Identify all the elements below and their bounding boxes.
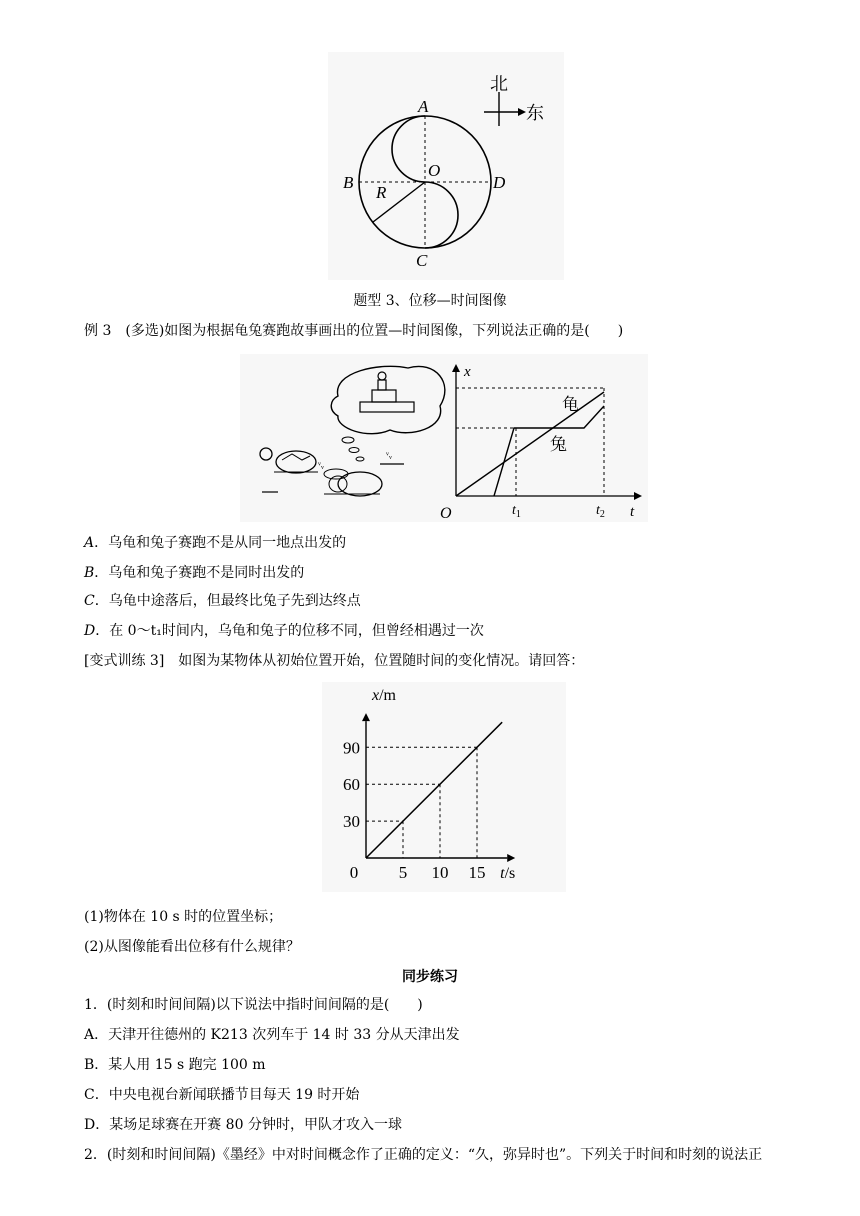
practice-title: 同步练习 bbox=[402, 969, 458, 985]
graph-rabbit-label: 兔 bbox=[550, 435, 567, 454]
circle-figure bbox=[328, 52, 564, 280]
example3-option-b: B．乌龟和兔子赛跑不是同时出发的 bbox=[84, 565, 305, 581]
practice-q1-option-a: A．天津开往德州的 K213 次列车于 14 时 33 分从天津出发 bbox=[84, 1027, 460, 1043]
x-tick-label-2: 10 bbox=[431, 863, 449, 882]
x-axis-label: t/s bbox=[500, 865, 516, 882]
graph-t1-sub: 1 bbox=[515, 509, 521, 520]
example3-option-c: C．乌龟中途落后，但最终比兔子先到达终点 bbox=[84, 593, 361, 609]
y-tick-label-1: 60 bbox=[343, 775, 360, 795]
practice-q1: 1．(时刻和时间间隔)以下说法中指时间间隔的是( ) bbox=[84, 997, 423, 1013]
y-tick-label-0: 30 bbox=[343, 812, 360, 832]
training3-question: [变式训练 3] 如图为某物体从初始位置开始，位置随时间的变化情况。请回答： bbox=[84, 653, 585, 669]
label-B: B bbox=[343, 173, 354, 192]
example3-question: 例 3 (多选)如图为根据龟兔赛跑故事画出的位置—时间图像，下列说法正确的是( ) bbox=[84, 323, 624, 339]
graph-t-label: t bbox=[630, 504, 635, 520]
position-time-chart bbox=[322, 682, 566, 892]
x-tick-label-3: 15 bbox=[468, 863, 486, 882]
svg-text:ᵛᵥ: ᵛᵥ bbox=[386, 450, 392, 461]
y-axis-label: x/m bbox=[372, 687, 396, 704]
label-O: O bbox=[428, 161, 441, 180]
compass-north: 北 bbox=[490, 74, 508, 94]
y-tick-label-2: 90 bbox=[343, 738, 360, 758]
graph-t1: t bbox=[512, 503, 516, 518]
graph-turtle-label: 龟 bbox=[562, 395, 579, 414]
example3-option-a: A．乌龟和兔子赛跑不是从同一地点出发的 bbox=[84, 535, 347, 551]
example3-option-d: D．在 0～t₁时间内，乌龟和兔子的位移不同，但曾经相遇过一次 bbox=[84, 623, 484, 639]
graph-origin: O bbox=[440, 505, 452, 522]
label-R: R bbox=[376, 183, 387, 202]
section3-title: 题型 3、位移—时间图像 bbox=[353, 293, 507, 309]
practice-q1-option-d: D．某场足球赛在开赛 80 分钟时，甲队才攻入一球 bbox=[84, 1117, 402, 1133]
practice-q2: 2．(时刻和时间间隔)《墨经》中对时间概念作了正确的定义：“久，弥异时也”。下列关于时间和时刻的说法正 bbox=[84, 1147, 763, 1163]
label-C: C bbox=[416, 251, 428, 270]
practice-q1-option-c: C．中央电视台新闻联播节目每天 19 时开始 bbox=[84, 1087, 360, 1103]
label-A: A bbox=[418, 97, 429, 116]
svg-text:ᵛᵥ: ᵛᵥ bbox=[318, 460, 324, 471]
training3-sub1: (1)物体在 10 s 时的位置坐标； bbox=[84, 909, 283, 925]
x-tick-label-1: 5 bbox=[398, 863, 408, 882]
label-D: D bbox=[493, 173, 506, 192]
tortoise-hare-figure bbox=[240, 354, 648, 522]
graph-t2: t bbox=[596, 503, 600, 518]
practice-q1-option-b: B．某人用 15 s 跑完 100 m bbox=[84, 1057, 266, 1073]
training3-sub2: (2)从图像能看出位移有什么规律？ bbox=[84, 939, 300, 955]
graph-x-label: x bbox=[464, 364, 471, 380]
graph-t2-sub: 2 bbox=[599, 509, 605, 520]
compass-east: 东 bbox=[526, 103, 544, 123]
x-tick-label-0: 0 bbox=[349, 863, 359, 882]
